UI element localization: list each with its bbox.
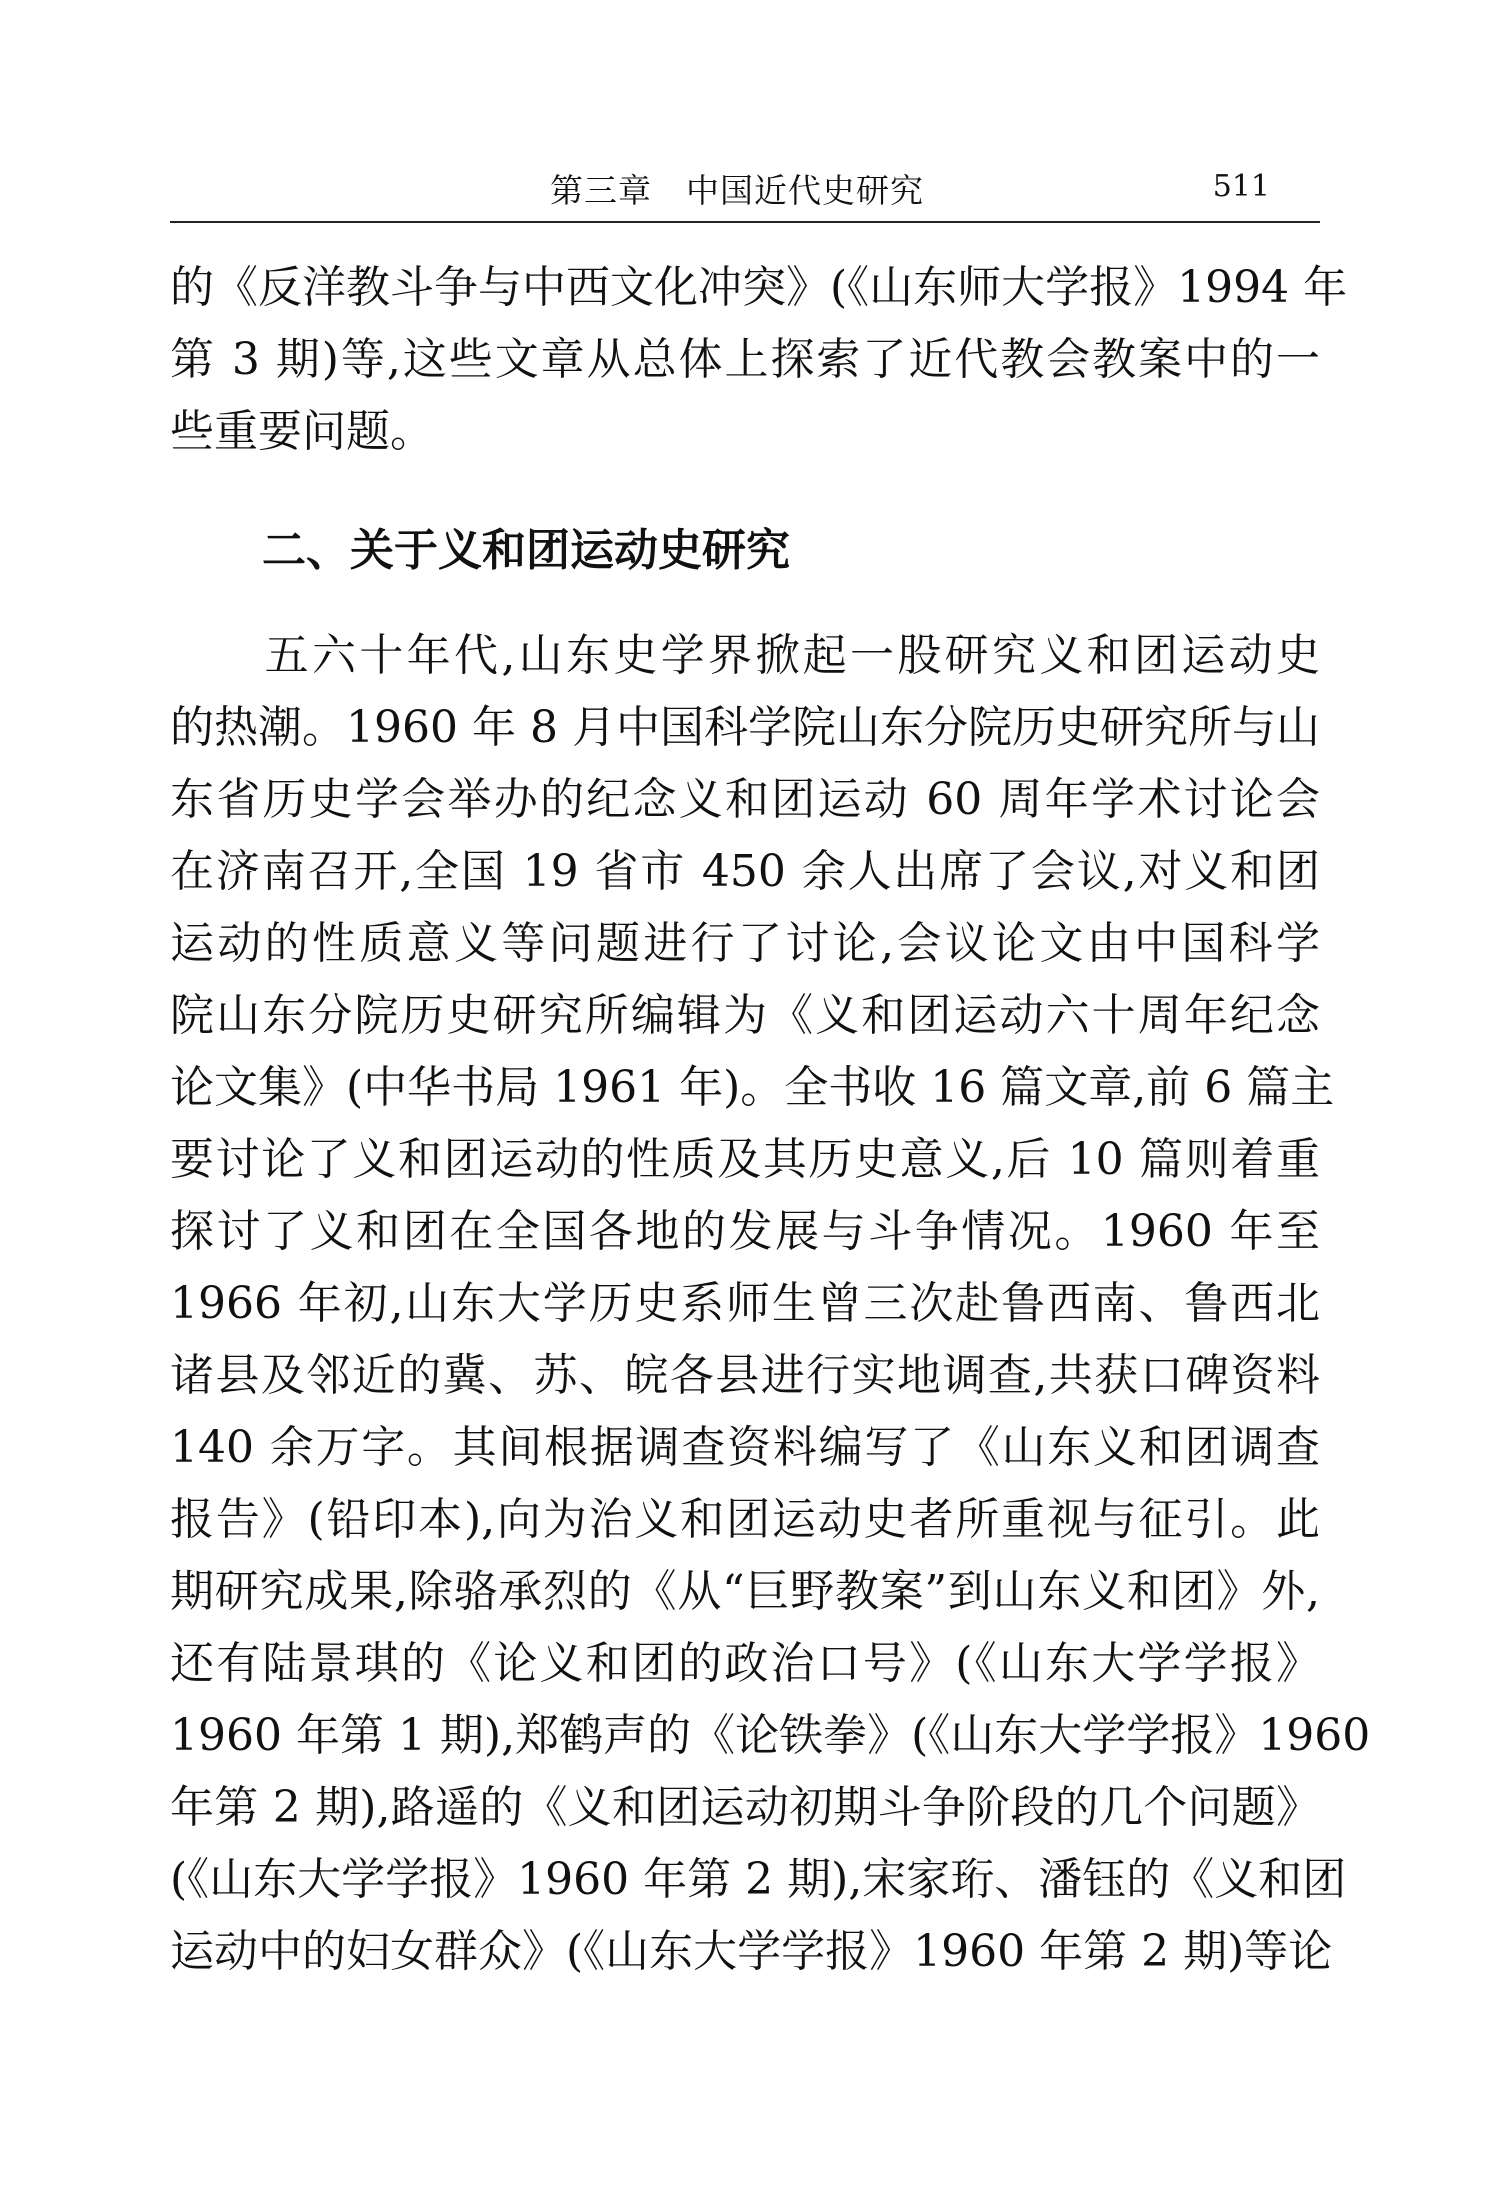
text-line: 运动中的妇女群众》(《山东大学学报》1960 年第 2 期)等论 bbox=[170, 1926, 1333, 1977]
paragraph-boxer-research bbox=[170, 620, 1371, 1988]
text-line: 140 余万字。其间根据调查资料编写了《山东义和团调查 bbox=[170, 1422, 1320, 1473]
text-line: 的热潮。1960 年 8 月中国科学院山东分院历史研究所与山 bbox=[170, 702, 1320, 753]
section-heading: 二、关于义和团运动史研究 bbox=[262, 525, 790, 576]
text-line: 的《反洋教斗争与中西文化冲突》(《山东师大学报》1994 年 bbox=[170, 262, 1348, 313]
text-line: 诸县及邻近的冀、苏、皖各县进行实地调查,共获口碑资料 bbox=[170, 1350, 1320, 1401]
text-line: 论文集》(中华书局 1961 年)。全书收 16 篇文章,前 6 篇主 bbox=[170, 1062, 1335, 1113]
text-line: 些重要问题。 bbox=[170, 406, 434, 457]
text-line: 报告》(铅印本),向为治义和团运动史者所重视与征引。此 bbox=[170, 1494, 1320, 1545]
text-line: 第 3 期)等,这些文章从总体上探索了近代教会教案中的一 bbox=[170, 334, 1320, 385]
chapter-title: 第三章 中国近代史研究 bbox=[550, 171, 924, 210]
text-line: 要讨论了义和团运动的性质及其历史意义,后 10 篇则着重 bbox=[170, 1134, 1320, 1185]
text-line: 1960 年第 1 期),郑鹤声的《论铁拳》(《山东大学学报》1960 bbox=[170, 1710, 1371, 1761]
text-line: 年第 2 期),路遥的《义和团运动初期斗争阶段的几个问题》 bbox=[170, 1782, 1320, 1833]
text-line: 运动的性质意义等问题进行了讨论,会议论文由中国科学 bbox=[170, 918, 1320, 969]
text-line: 期研究成果,除骆承烈的《从“巨野教案”到山东义和团》外, bbox=[170, 1566, 1320, 1617]
text-line: 探讨了义和团在全国各地的发展与斗争情况。1960 年至 bbox=[170, 1206, 1320, 1257]
page-number: 511 bbox=[1212, 169, 1270, 204]
text-line: 五六十年代,山东史学界掀起一股研究义和团运动史 bbox=[170, 630, 1320, 681]
text-line: (《山东大学学报》1960 年第 2 期),宋家珩、潘钰的《义和团 bbox=[170, 1854, 1347, 1905]
text-line: 东省历史学会举办的纪念义和团运动 60 周年学术讨论会 bbox=[170, 774, 1320, 825]
running-head bbox=[170, 165, 1320, 215]
paragraph-continuation bbox=[170, 252, 1348, 468]
text-line: 还有陆景琪的《论义和团的政治口号》(《山东大学学报》 bbox=[170, 1638, 1320, 1689]
text-line: 在济南召开,全国 19 省市 450 余人出席了会议,对义和团 bbox=[170, 846, 1320, 897]
header-rule bbox=[170, 221, 1320, 223]
text-line: 1966 年初,山东大学历史系师生曾三次赴鲁西南、鲁西北 bbox=[170, 1278, 1320, 1329]
text-line: 院山东分院历史研究所编辑为《义和团运动六十周年纪念 bbox=[170, 990, 1320, 1041]
